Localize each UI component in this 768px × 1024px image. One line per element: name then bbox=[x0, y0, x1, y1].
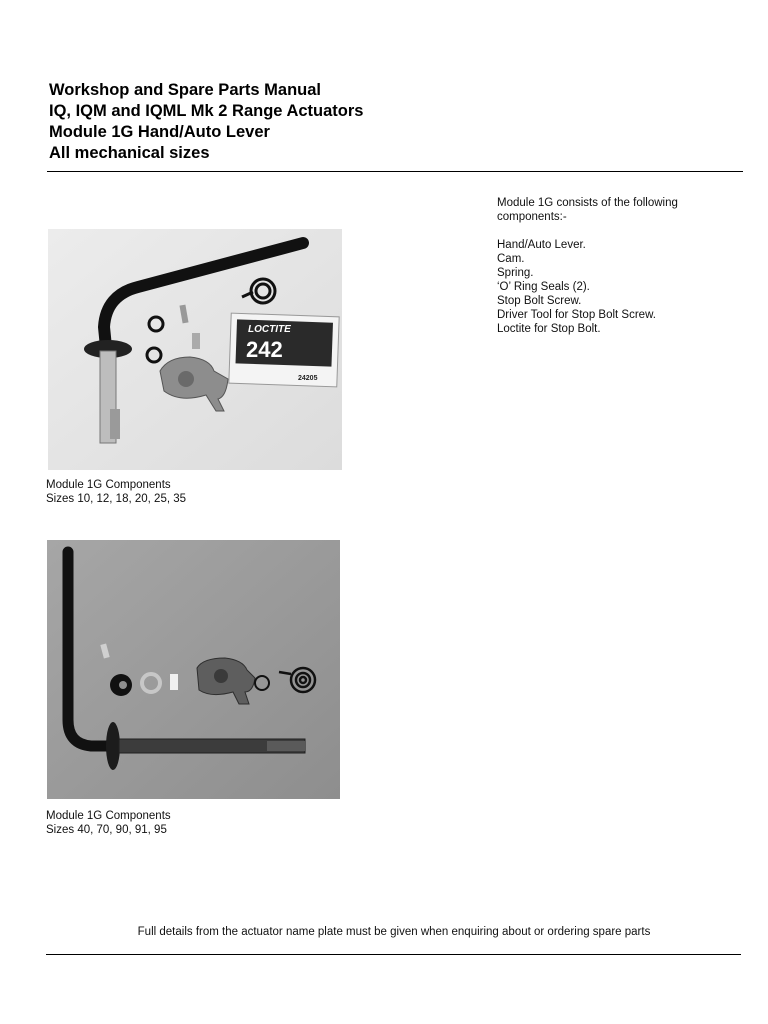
list-item: ‘O’ Ring Seals (2). bbox=[497, 281, 590, 293]
driver-tool bbox=[192, 333, 200, 349]
sizes-note: All mechanical sizes bbox=[49, 144, 210, 162]
components-list bbox=[497, 238, 717, 336]
lever-flange bbox=[106, 722, 120, 770]
module-title: Module 1G Hand/Auto Lever bbox=[49, 123, 270, 141]
product-range: IQ, IQM and IQML Mk 2 Range Actuators bbox=[49, 102, 364, 120]
caption-title: Module 1G Components bbox=[46, 479, 171, 491]
caption-sizes: Sizes 40, 70, 90, 91, 95 bbox=[46, 824, 167, 836]
list-item: Loctite for Stop Bolt. bbox=[497, 323, 601, 335]
photo-illustration bbox=[47, 540, 340, 799]
photo-illustration bbox=[48, 229, 342, 470]
manual-title: Workshop and Spare Parts Manual bbox=[49, 81, 322, 99]
list-item: Cam. bbox=[497, 253, 525, 265]
caption-title: Module 1G Components bbox=[46, 810, 171, 822]
photo2-caption bbox=[46, 809, 171, 837]
list-item: Stop Bolt Screw. bbox=[497, 295, 582, 307]
footer-divider bbox=[46, 954, 741, 955]
document-header bbox=[49, 80, 363, 164]
header-divider bbox=[47, 171, 743, 172]
loctite-brand-text: LOCTITE bbox=[248, 324, 291, 335]
list-item: Spring. bbox=[497, 267, 534, 279]
driver-tool bbox=[170, 674, 178, 690]
loctite-code-text: 24205 bbox=[298, 375, 318, 382]
footer-note: Full details from the actuator name plate must be given when enquiring about or ordering spare parts bbox=[137, 926, 651, 938]
components-photo-small-sizes bbox=[48, 229, 342, 470]
caption-sizes: Sizes 10, 12, 18, 20, 25, 35 bbox=[46, 493, 187, 505]
loctite-number-text: 242 bbox=[246, 337, 283, 362]
list-item: Hand/Auto Lever. bbox=[497, 239, 586, 251]
list-item: Driver Tool for Stop Bolt Screw. bbox=[497, 309, 656, 321]
components-description bbox=[497, 196, 717, 336]
components-photo-large-sizes bbox=[47, 540, 340, 799]
photo1-caption bbox=[46, 478, 186, 506]
loctite-packet bbox=[229, 313, 339, 387]
components-intro: Module 1G consists of the following components:- bbox=[497, 197, 678, 223]
